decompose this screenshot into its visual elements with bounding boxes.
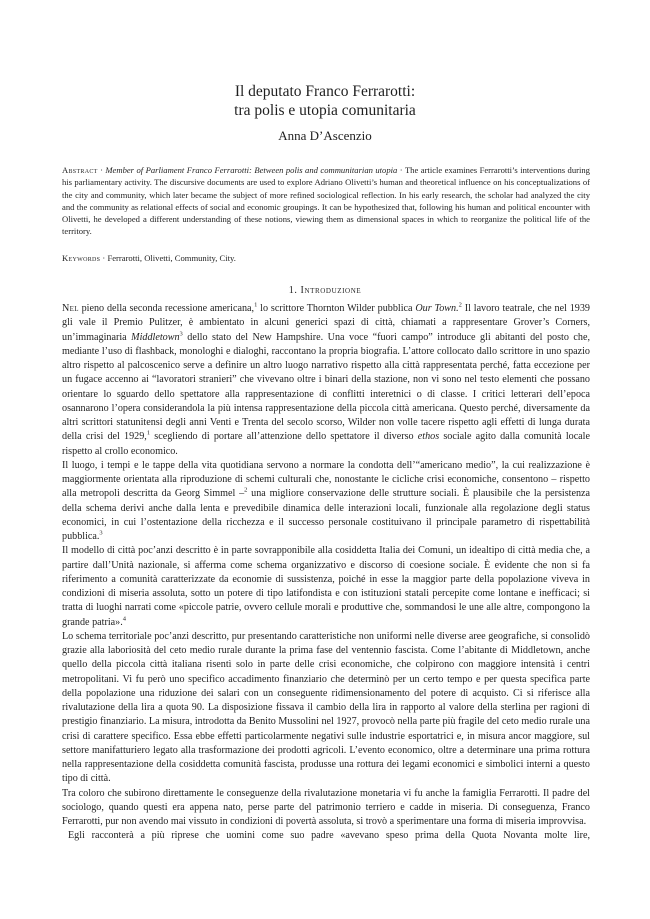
paragraph-text: lo scrittore Thornton Wilder pubblica — [257, 303, 416, 314]
keywords — [62, 252, 590, 264]
footnote-ref: 2 — [458, 301, 462, 309]
keywords-label: Keywords — [62, 253, 101, 263]
italic-title: Our Town. — [415, 303, 459, 314]
paragraph-lead-in: Nel — [62, 303, 79, 314]
abstract-label: Abstract — [62, 165, 98, 175]
paragraph-text: pieno della seconda recessione americana, — [78, 303, 255, 314]
paragraph-text: Il luogo, i tempi e le tappe della vita quotidiana servono a normare la condotta dell’“americano medio”, la cui realizzazione è maggiormente orientata alla riproduzione di schemi culturali che, nonostante le cicliche crisi economiche, consentono – rispetto alla metropoli descritta da Georg Simmel – — [62, 459, 590, 500]
paragraph-text: dello stato del New Hampshire. Una voce “fuori campo” introduce gli abitanti del posto che, mediante l’uso di flashback, monologhi e dialoghi, raccontano la propria biografia. L’attore collocato dallo scrittore in uno spazio altro rispetto al palcoscenico serve a definire un altro luogo narrativo rispetto alla città rappresentata perché, fatta eccezione per un fugace accenno ai “lavoratori stranieri” che vivevano oltre i binari della stazione, non vi sono nel testo elementi che possano orientare lo sguardo dello spettatore alla rappresentazione di conflitti interetnici o di classe. I critici letterari dell’epoca osannarono l’opera considerandola la più intensa rappresentazione della piccola città americana. Questo perché, diversamente da altri scrittori statunitensi degli anni Venti e Trenta del secolo scorso, Wilder non volle tacere rispetto agli effetti di lunga durata della crisi del 1929, — [62, 331, 590, 443]
paragraph-text: sociale agito dalla comunità locale rispetto al crollo economico. — [62, 431, 590, 457]
keywords-text: · Ferrarotti, Olivetti, Community, City. — [100, 253, 236, 263]
paragraph-3 — [62, 544, 590, 630]
italic-term: ethos — [417, 431, 440, 443]
abstract-separator: · — [97, 165, 106, 175]
paragraph-text: Lo schema territoriale poc’anzi descritto, pur presentando caratteristiche non uniformi nelle diverse aree geografiche, si consolidò grazie alla laboriosità del ceto medio rurale durante la prima fase del ventennio fascista. Come l’abitante di Middletown, anche quello della piccola città italiana risentì solo in parte delle crisi economiche, che colpirono con maggiore intensità i centri metropolitani. Vi fu però uno specifico accadimento finanziario che determinò per un certo tempo e per questa specifica parte della popolazione una riduzione dei salari con un conseguente ridimensionamento del potere di acquisto. Ci si riferisce alla rivalutazione della lira a quota 90. La disposizione fissava il cambio della lira in rapporto al valore della sterlina per ragioni di prestigio finanziario. La misura, introdotta da Benito Mussolini nel 1927, provocò nella parte più fragile del ceto medio rurale una crisi di carattere specifico. Essa ebbe effetti particolarmente negativi sulle industrie esportatrici e, in misura ancor maggiore, sul settore manifatturiero legato alla trasformazione dei prodotti agricoli. L’evento economico, oltre a determinare una prima rottura nella rappresentazione della cosiddetta comunità fascista, produsse una rottura dei legami economici e simbolici interni a questo tipo di città. — [62, 630, 590, 785]
paragraph-text: Egli racconterà a più riprese che uomini come suo padre «avevano speso prima della Quota Novanta molte lire, — [68, 830, 590, 842]
paragraph-text: Il lavoro teatrale, che nel 1939 gli vale il Premio Pulitzer, è ambientato in alcuni generici spazi di città, chiamati a rappresentare Grover’s Corners, un’immaginaria — [62, 303, 590, 343]
body-text — [62, 302, 590, 844]
paragraph-text: Il modello di città poc’anzi descritto è in parte sovrapponibile alla cosiddetta Italia dei Comuni, un idealtipo di città media che, a partire dall’Unità nazionale, si afferma come schema organizzativo e discorso di coesione sociale. È evidente che non si fa riferimento a comunità caratterizzate da economie di sussistenza, poiché in esse la maggior parte della popolazione viveva in condizioni di miseria assoluta, sotto un potere di tipo latifondista e con istituzioni statali percepite come lontane e inefficaci; si tratta di luoghi narrati come «piccole patrie, ovvero cellule morali e produttive che, sommandosi le une alle altre, compongono la grande patria». — [62, 545, 590, 628]
footnote-ref: 4 — [122, 615, 126, 623]
article-title-line-1: Il deputato Franco Ferrarotti: — [234, 83, 416, 100]
paragraph-2 — [62, 459, 590, 545]
paragraph-text: una migliore conservazione delle strutture sociali. È plausibile che la persistenza della schema derivi anche dalla lenta e prevedibile dinamica delle interazioni locali, funzionale alla regolazione degli status economici, in cui l’ostentazione della ricchezza e il successo personale costituivano il principale parametro di rispettabilità pubblica. — [62, 488, 590, 542]
author-name: Anna D’Ascenzio — [278, 128, 372, 143]
footnote-ref: 3 — [99, 529, 103, 537]
italic-term: Middletown — [131, 331, 180, 343]
section-heading: 1. Introduzione — [288, 285, 362, 296]
footnote-ref: 2 — [244, 486, 248, 494]
paragraph-text: scegliendo di portare all’attenzione dello spettatore il diverso — [150, 431, 418, 443]
abstract-separator-2: · — [397, 165, 405, 175]
paragraph-4 — [62, 630, 590, 787]
abstract-text: The article examines Ferrarotti’s interventions during his parliamentary activity. The discursive documents are used to explore Adriano Olivetti’s human and theoretical influence on his conceptualizations of the city and community, which later became the subject of more refined sociological reflection. In his early research, the scholar had analyzed the city and the community as relational effects of social and economic groupings. It can be hypothesized that, following his human and political encounter with Olivetti, he developed a different understanding of these notions, viewing them as dimensional spaces in which to reorganize the political life of the territory. — [62, 165, 590, 237]
paragraph-text: Tra coloro che subirono direttamente le conseguenze della rivalutazione monetaria vi fu anche la famiglia Ferrarotti. Il padre del sociologo, quando questi era appena nato, perse parte del patrimonio terriero e cadde in miseria. Di conseguenza, Franco Ferrarotti, pur non avendo mai vissuto in condizioni di povertà assoluta, si trovò a sperimentare una forma di miseria improvvisa. — [62, 787, 590, 827]
paragraph-6 — [62, 829, 590, 843]
paragraph-1 — [62, 302, 590, 459]
abstract-english-title: Member of Parliament Franco Ferrarotti: Between polis and communitarian utopia — [105, 165, 398, 175]
footnote-ref: 3 — [179, 330, 183, 338]
footnote-ref: 1 — [254, 301, 258, 309]
paragraph-5 — [62, 787, 590, 830]
footnote-ref: 1 — [146, 429, 151, 437]
abstract — [62, 164, 590, 238]
article-title-line-2: tra polis e utopia comunitaria — [234, 102, 416, 119]
